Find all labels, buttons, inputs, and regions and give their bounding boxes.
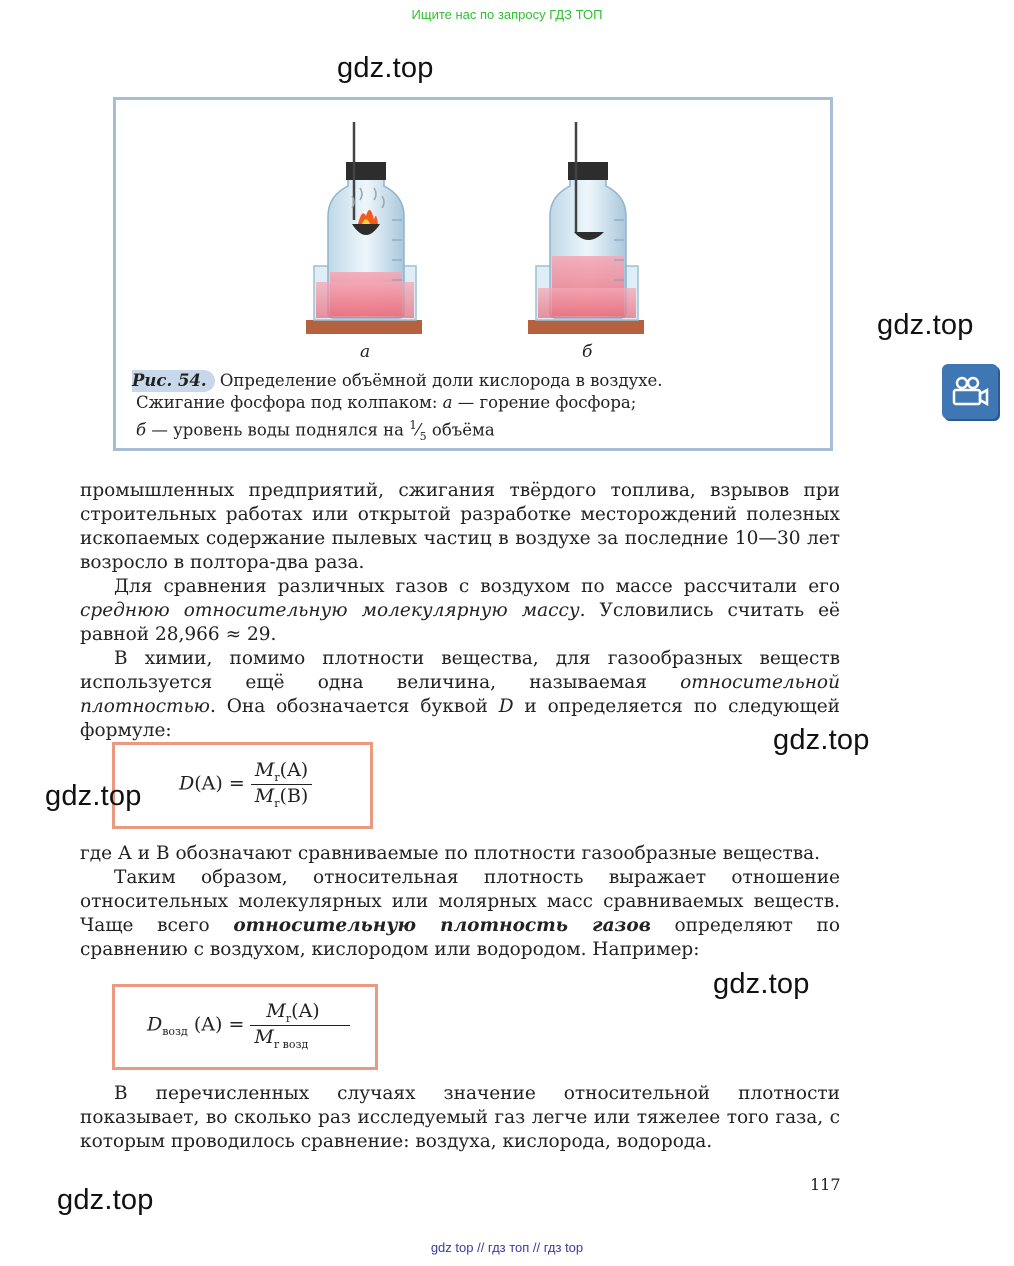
watermark: gdz.top <box>773 724 870 756</box>
paragraph-3 <box>80 647 840 743</box>
text-block-1 <box>80 479 840 743</box>
watermark: gdz.top <box>337 52 434 84</box>
paragraph-3-end: и определяется по следующей формуле: <box>80 696 840 741</box>
formula-1-num-sub: r <box>274 770 280 784</box>
formula-1-numerator <box>251 759 313 785</box>
flask-b-label: б <box>582 342 593 362</box>
watermark: gdz.top <box>45 780 142 812</box>
text-block-3 <box>80 1082 840 1154</box>
formula-1-den-sub: r <box>274 796 280 810</box>
caption-frac-num: 1 <box>409 418 417 432</box>
paragraph-2-term: среднюю относительную молекулярную массу <box>80 600 580 621</box>
formula-1-lhs-arg: (A) = <box>194 772 245 795</box>
formula-1-num-arg: (A) <box>279 759 309 781</box>
formula-2-num-arg: (A) <box>291 1000 320 1022</box>
paragraph-3-start: В химии, помимо плотности вещества, для газообразных веществ используется ещё одна величина, называемая <box>80 648 840 693</box>
flask-a-label: а <box>360 342 371 362</box>
paragraph-5-start: Таким образом, относительная плотность выражает отношение относительных молекулярных или молярных масс сравниваемых веществ. Чаще всего <box>80 867 840 936</box>
caption-line3: — уровень воды поднялся на <box>146 420 410 440</box>
text-block-2 <box>80 842 840 962</box>
caption-line2-rest: — горение фосфора; <box>452 393 637 412</box>
video-button[interactable] <box>942 364 998 419</box>
flask-illustration <box>116 100 830 350</box>
formula-2-expression <box>147 1000 350 1051</box>
caption-line1: Определение объёмной доли кислорода в воздухе. <box>219 371 663 390</box>
paragraph-6: В перечисленных случаях значение относительной плотности показывает, во сколько раз исследуемый газ легче или тяжелее того газа, с которым проводилось сравнение: воздуха, кислорода, водорода. <box>80 1083 840 1152</box>
formula-2-num-var: M <box>266 1000 286 1022</box>
formula-2-den-sub: r возд <box>273 1037 309 1051</box>
paragraph-3-term: относительной плотностью <box>80 672 840 717</box>
formula-1-denominator <box>251 785 313 810</box>
flask-a <box>306 122 422 334</box>
paragraph-2 <box>80 575 840 647</box>
formula-relative-density <box>112 742 373 829</box>
flask-b <box>528 122 644 334</box>
caption-tag: Рис. 54. <box>132 370 215 392</box>
formula-2-lhs-sub: возд <box>162 1025 188 1039</box>
formula-2-fraction <box>250 1000 349 1051</box>
paragraph-1: промышленных предприятий, сжигания твёрдого топлива, взрывов при строительных работах или открытой разработке месторождений полезных ископаемых содержание пылевых частиц в воздухе за последние 10—30 лет возросло в полтора-два раза. <box>80 480 840 573</box>
watermark: gdz.top <box>57 1184 154 1216</box>
paragraph-2-start: Для сравнения различных газов с воздухом по массе рассчитали его <box>114 576 840 597</box>
watermark: gdz.top <box>877 309 974 341</box>
caption-line3-end: объёма <box>426 420 495 440</box>
watermark: gdz.top <box>713 968 810 1000</box>
bottom-links[interactable]: gdz top // гдз топ // гдз top <box>430 1240 584 1255</box>
caption-frac-den: 5 <box>419 429 427 443</box>
formula-1-den-arg: (B) <box>279 784 309 807</box>
paragraph-4: где А и В обозначают сравниваемые по плотности газообразные вещества. <box>80 843 821 864</box>
formula-1-lhs-var: D <box>179 772 195 795</box>
caption-b: б <box>136 420 147 440</box>
caption-line2: Сжигание фосфора под колпаком: <box>136 393 443 412</box>
figure-54 <box>113 97 833 451</box>
formula-1-expression <box>179 759 312 810</box>
paragraph-2-end: . Условились считать её равной 28,966 ≈ 29. <box>80 600 840 645</box>
formula-2-numerator <box>250 1000 349 1026</box>
formula-2-lhs-var: D <box>147 1013 163 1036</box>
formula-2-lhs-arg: (A) = <box>187 1013 245 1036</box>
page-number: 117 <box>810 1175 841 1194</box>
video-camera-icon <box>942 364 998 419</box>
formula-2-den-var: M <box>254 1025 274 1048</box>
formula-relative-density-air <box>112 984 378 1070</box>
paragraph-3-letter: D <box>498 696 514 717</box>
paragraph-5-end: определяют по сравнению с воздухом, кислородом или водородом. Например: <box>80 915 840 960</box>
paragraph-5-term: относительную плотность газов <box>233 915 651 936</box>
formula-2-denominator <box>250 1026 349 1051</box>
caption-a: а <box>442 393 453 412</box>
top-banner[interactable]: Ищите нас по запросу ГДЗ ТОП <box>411 7 603 22</box>
paragraph-3-mid: . Она обозначается буквой <box>209 696 499 717</box>
paragraph-5 <box>80 866 840 962</box>
formula-1-fraction <box>251 759 313 810</box>
figure-caption: Рис. 54. Определение объёмной доли кислорода в воздухе. Сжигание фосфора под колпаком: а — горение фосфора; б — уровень воды поднялся на $^1⁄_5$ объёма <box>132 371 663 443</box>
formula-1-num-var: M <box>254 759 275 781</box>
formula-1-den-var: M <box>254 784 275 807</box>
formula-2-num-sub: r <box>285 1011 292 1025</box>
